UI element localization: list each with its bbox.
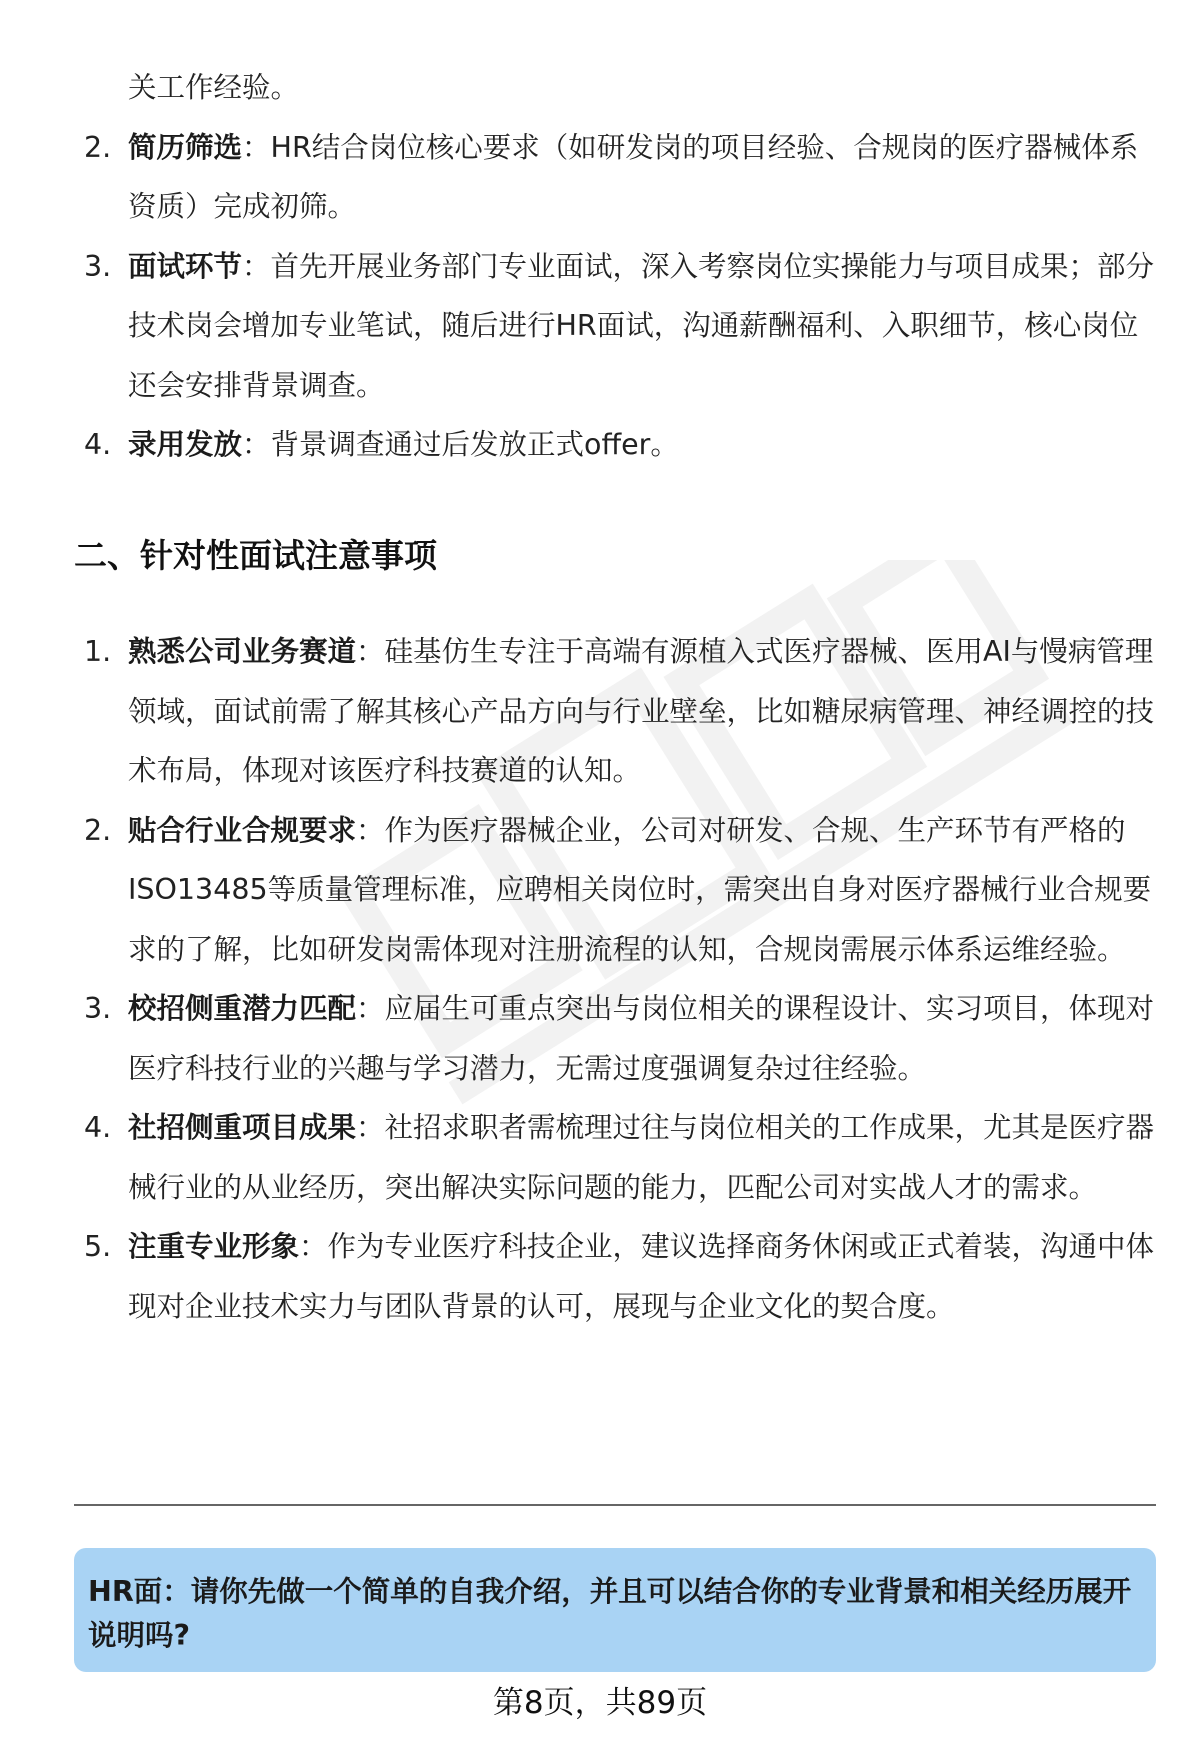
item-text: 首先开展业务部门专业面试，深入考察岗位实操能力与项目成果；部分技术岗会增加专业笔试，随后进行HR面试，沟通薪酬福利、入职细节，核心岗位还会安排背景调查。	[128, 249, 1155, 402]
item-title: 熟悉公司业务赛道	[128, 635, 357, 668]
list-item	[74, 415, 1164, 475]
list-number: 2.	[84, 130, 112, 164]
item-separator: ：	[356, 635, 385, 668]
question-text: HR面：请你先做一个简单的自我介绍，并且可以结合你的专业背景和相关经历展开说明吗?	[88, 1575, 1132, 1652]
section-heading: 二、针对性面试注意事项	[74, 536, 437, 575]
item-separator: ：	[242, 428, 271, 461]
interview-tips-section	[74, 622, 1164, 1336]
item-separator: ：	[356, 992, 385, 1025]
item-separator: ：	[242, 249, 271, 283]
item-text: 硅基仿生专注于高端有源植入式医疗器械、医用AI与慢病管理领域，面试前需了解其核心产品方向与行业壁垒，比如糖尿病管理、神经调控的技术布局，体现对该医疗科技赛道的认知。	[128, 635, 1155, 787]
list-number: 3.	[84, 992, 112, 1025]
item-separator: ：	[356, 813, 385, 847]
item-title: 简历筛选	[128, 130, 243, 164]
list-item	[74, 1098, 1164, 1217]
list-number: 3.	[84, 249, 112, 283]
item-text: 背景调查通过后发放正式offer。	[270, 428, 679, 461]
list-number: 5.	[84, 1230, 112, 1263]
list-number: 4.	[84, 428, 112, 461]
item-text: HR结合岗位核心要求（如研发岗的项目经验、合规岗的医疗器械体系资质）完成初筛。	[128, 130, 1139, 223]
list-number: 2.	[84, 813, 112, 847]
item-text: 应届生可重点突出与岗位相关的课程设计、实习项目，体现对医疗科技行业的兴趣与学习潜力，无需过度强调复杂过往经验。	[128, 992, 1155, 1085]
list-number: 1.	[84, 635, 112, 668]
item-title: 社招侧重项目成果	[128, 1111, 357, 1144]
list-item	[74, 118, 1164, 237]
horizontal-divider	[74, 1504, 1156, 1506]
item-title: 注重专业形象	[128, 1230, 300, 1263]
list-item	[74, 237, 1164, 416]
item-title: 贴合行业合规要求	[128, 813, 357, 847]
section1-continuation	[74, 58, 1164, 475]
list-item-continuation: 关工作经验。	[128, 71, 300, 104]
list-item	[74, 1217, 1164, 1336]
item-text: 社招求职者需梳理过往与岗位相关的工作成果，尤其是医疗器械行业的从业经历，突出解决实际问题的能力，匹配公司对实战人才的需求。	[128, 1111, 1155, 1204]
item-title: 校招侧重潜力匹配	[128, 992, 357, 1025]
item-separator: ：	[299, 1230, 328, 1263]
item-separator: ：	[242, 130, 271, 164]
page-number: 第8页，共89页	[492, 1685, 708, 1721]
list-item	[74, 979, 1164, 1098]
item-title: 录用发放	[128, 428, 243, 461]
item-text: 作为医疗器械企业，公司对研发、合规、生产环节有严格的ISO13485等质量管理标准，应聘相关岗位时，需突出自身对医疗器械行业合规要求的了解，比如研发岗需体现对注册流程的认知，合规岗需展示体系运维经验。	[128, 813, 1152, 966]
list-item	[74, 801, 1164, 980]
process-list	[74, 118, 1164, 475]
list-item	[74, 622, 1164, 801]
item-text: 作为专业医疗科技企业，建议选择商务休闲或正式着装，沟通中体现对企业技术实力与团队背景的认可，展现与企业文化的契合度。	[128, 1230, 1155, 1323]
list-number: 4.	[84, 1111, 112, 1144]
item-title: 面试环节	[128, 249, 243, 283]
question-callout	[74, 1548, 1156, 1672]
tips-list	[74, 622, 1164, 1336]
item-separator: ：	[356, 1111, 385, 1144]
